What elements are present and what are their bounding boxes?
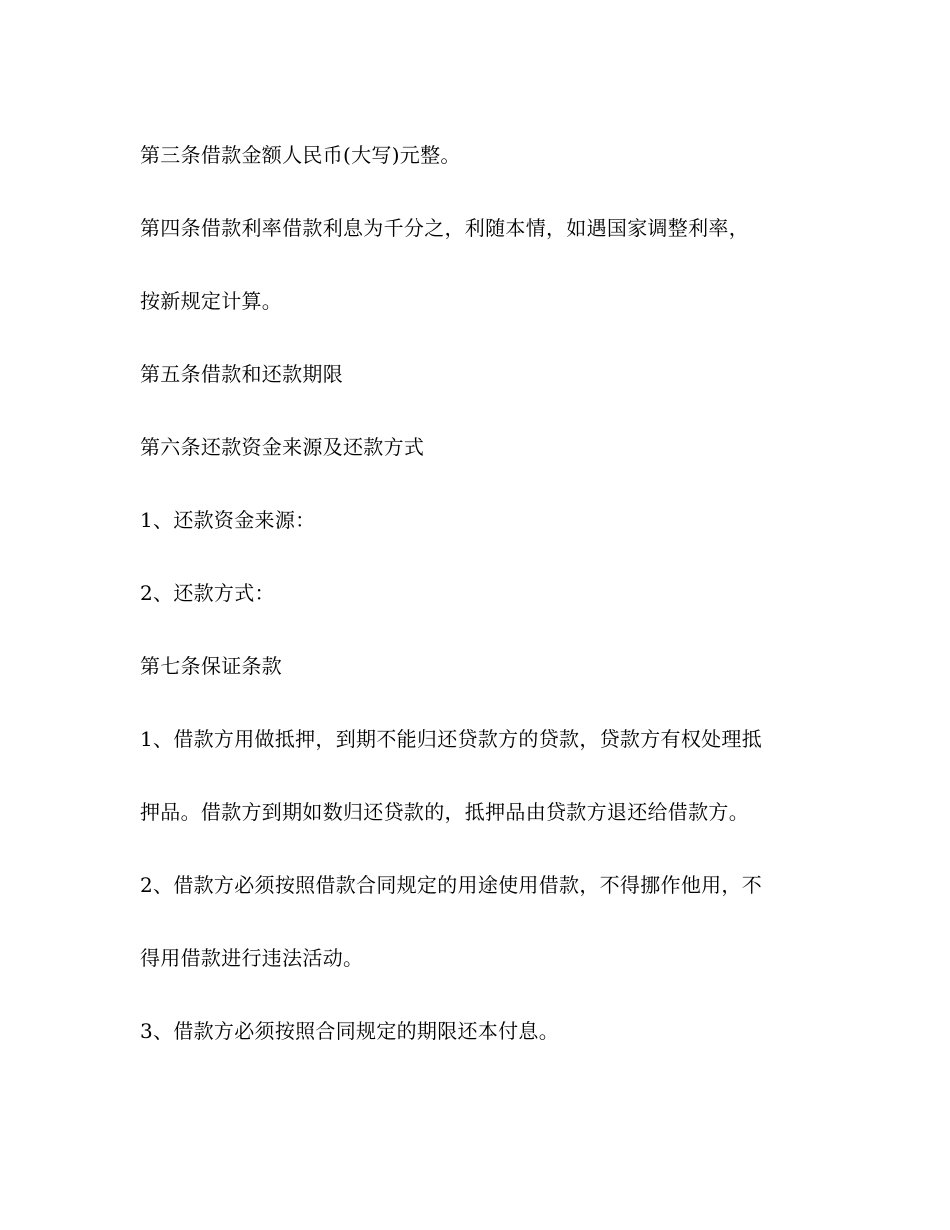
article-6-repayment: 第六条还款资金来源及还款方式: [140, 435, 425, 459]
article-7-item-2: 2、借款方必须按照借款合同规定的用途使用借款，不得挪作他用，不: [140, 873, 763, 897]
article-4-continuation: 按新规定计算。: [140, 289, 283, 313]
article-4-interest-rate: 第四条借款利率借款利息为千分之，利随本情，如遇国家调整利率，: [140, 216, 749, 240]
article-7-item-2-continuation: 得用借款进行违法活动。: [140, 946, 364, 970]
article-7-item-3: 3、借款方必须按照合同规定的期限还本付息。: [140, 1019, 560, 1043]
article-6-item-1: 1、还款资金来源：: [140, 508, 316, 532]
article-6-item-2: 2、还款方式：: [140, 581, 275, 605]
article-3-loan-amount: 第三条借款金额人民币(大写)元整。: [140, 143, 461, 167]
article-5-loan-term: 第五条借款和还款期限: [140, 362, 343, 386]
article-7-item-1-continuation: 押品。借款方到期如数归还贷款的，抵押品由贷款方退还给借款方。: [140, 800, 749, 824]
article-7-item-1: 1、借款方用做抵押，到期不能归还贷款方的贷款，贷款方有权处理抵: [140, 727, 763, 751]
article-7-guarantee: 第七条保证条款: [140, 654, 283, 678]
